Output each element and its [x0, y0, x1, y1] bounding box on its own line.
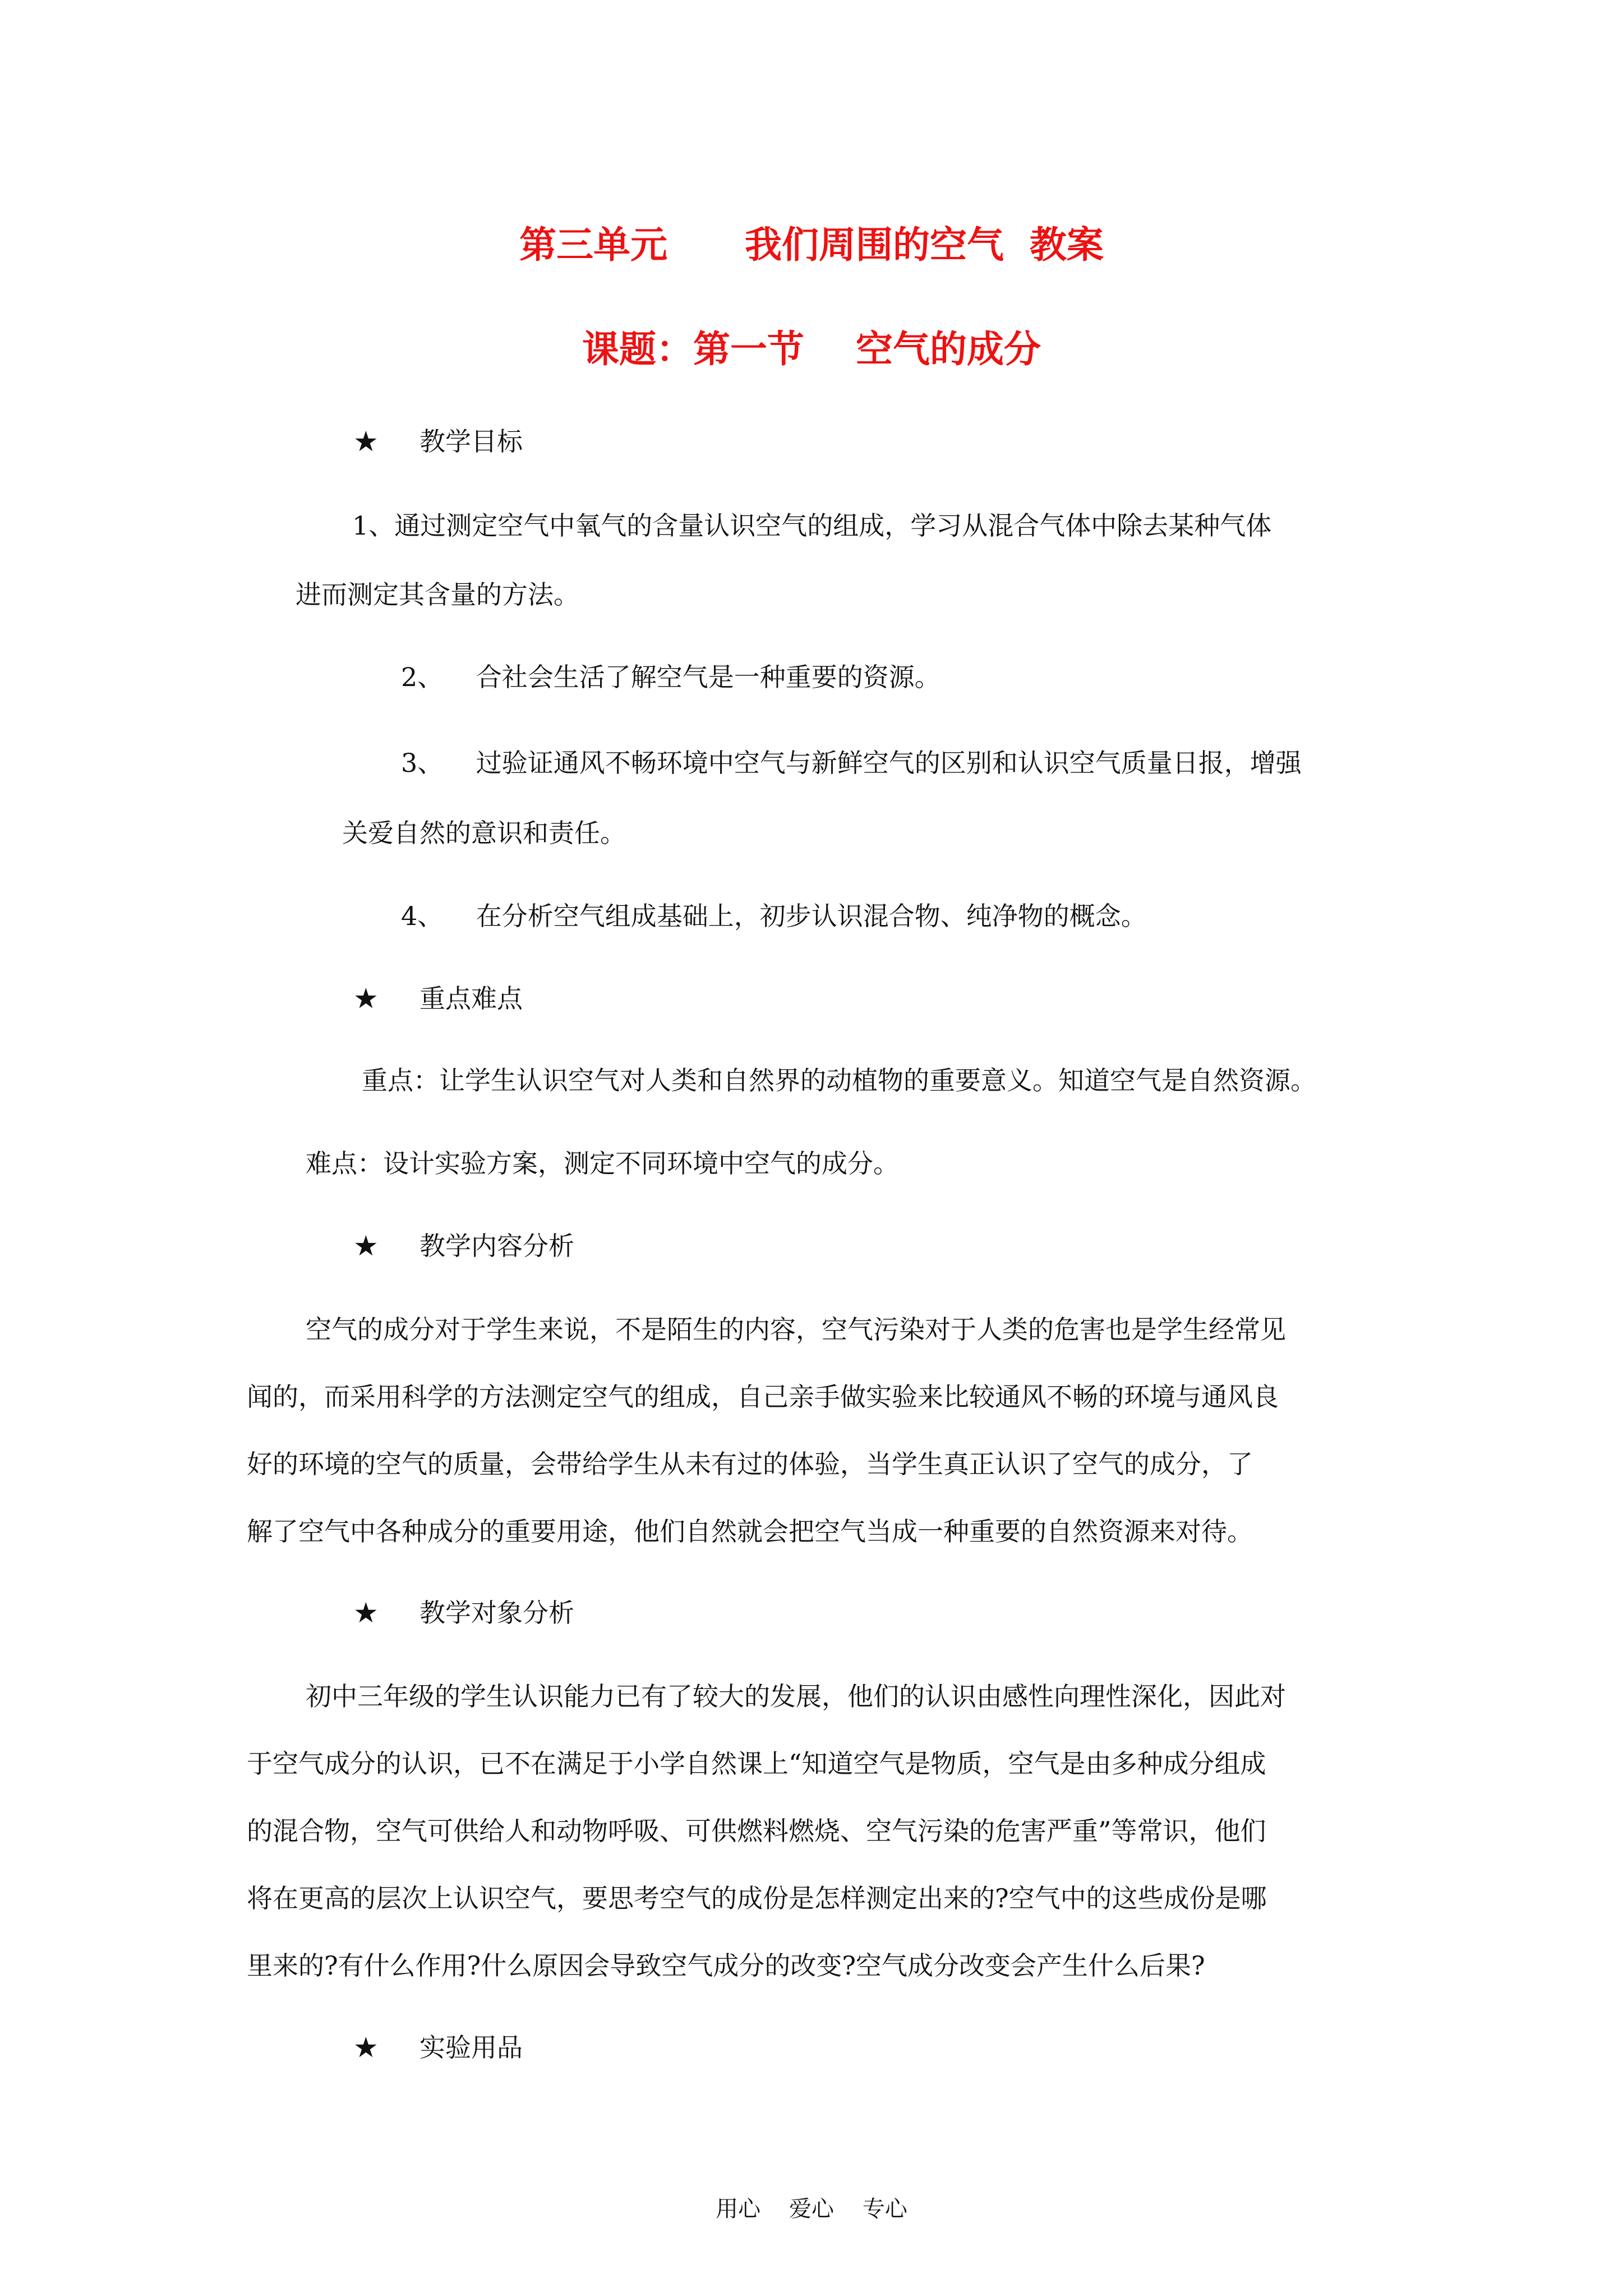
student-analysis-line: 于空气成分的认识，已不在满足于小学自然课上“知道空气是物质，空气是由多种成分组成: [247, 1749, 1266, 1779]
section-heading-content-analysis: 教学内容分析: [419, 1231, 574, 1261]
star-icon: ★: [353, 2031, 379, 2064]
objective-item-3: 3、 过验证通风不畅环境中空气与新鲜空气的区别和认识空气质量日报，增强: [401, 748, 1302, 778]
content-analysis-line: 空气的成分对于学生来说，不是陌生的内容，空气污染对于人类的危害也是学生经常见: [306, 1314, 1286, 1345]
document-title: 第三单元 我们周围的空气 教案: [519, 223, 1104, 266]
section-heading-objectives: 教学目标: [419, 426, 523, 457]
key-point-focus: 重点：让学生认识空气对人类和自然界的动植物的重要意义。知道空气是自然资源。: [362, 1065, 1316, 1096]
star-icon: ★: [353, 1596, 379, 1629]
objective-item-3-cont: 关爱自然的意识和责任。: [342, 818, 626, 848]
page-footer: 用心 爱心 专心: [716, 2196, 907, 2222]
objective-item-4: 4、 在分析空气组成基础上，初步认识混合物、纯净物的概念。: [401, 901, 1147, 931]
student-analysis-line: 将在更高的层次上认识空气，要思考空气的成份是怎样测定出来的?空气中的这些成份是哪: [247, 1883, 1267, 1913]
content-analysis-line: 闻的，而采用科学的方法测定空气的组成，自己亲手做实验来比较通风不畅的环境与通风良: [247, 1382, 1279, 1412]
objective-item-1: 1、通过测定空气中氧气的含量认识空气的组成，学习从混合气体中除去某种气体: [352, 510, 1272, 541]
content-analysis-line: 解了空气中各种成分的重要用途，他们自然就会把空气当成一种重要的自然资源来对待。: [247, 1516, 1253, 1547]
objective-item-1-cont: 进而测定其含量的方法。: [296, 579, 579, 610]
lesson-subtitle: 课题：第一节 空气的成分: [582, 327, 1041, 371]
student-analysis-line: 初中三年级的学生认识能力已有了较大的发展，他们的认识由感性向理性深化，因此对: [306, 1681, 1286, 1711]
star-icon: ★: [353, 425, 379, 458]
student-analysis-line: 的混合物，空气可供给人和动物呼吸、可供燃料燃烧、空气污染的危害严重”等常识，他们: [247, 1816, 1266, 1846]
section-heading-student-analysis: 教学对象分析: [419, 1598, 574, 1628]
student-analysis-line: 里来的?有什么作用?什么原因会导致空气成分的改变?空气成分改变会产生什么后果?: [247, 1950, 1205, 1981]
section-heading-materials: 实验用品: [419, 2032, 523, 2063]
star-icon: ★: [353, 1230, 379, 1262]
star-icon: ★: [353, 982, 379, 1015]
section-heading-key-points: 重点难点: [419, 983, 523, 1014]
key-point-difficulty: 难点：设计实验方案，测定不同环境中空气的成分。: [306, 1148, 899, 1179]
objective-item-2: 2、 合社会生活了解空气是一种重要的资源。: [401, 662, 940, 692]
content-analysis-line: 好的环境的空气的质量，会带给学生从未有过的体验，当学生真正认识了空气的成分，了: [247, 1449, 1253, 1479]
